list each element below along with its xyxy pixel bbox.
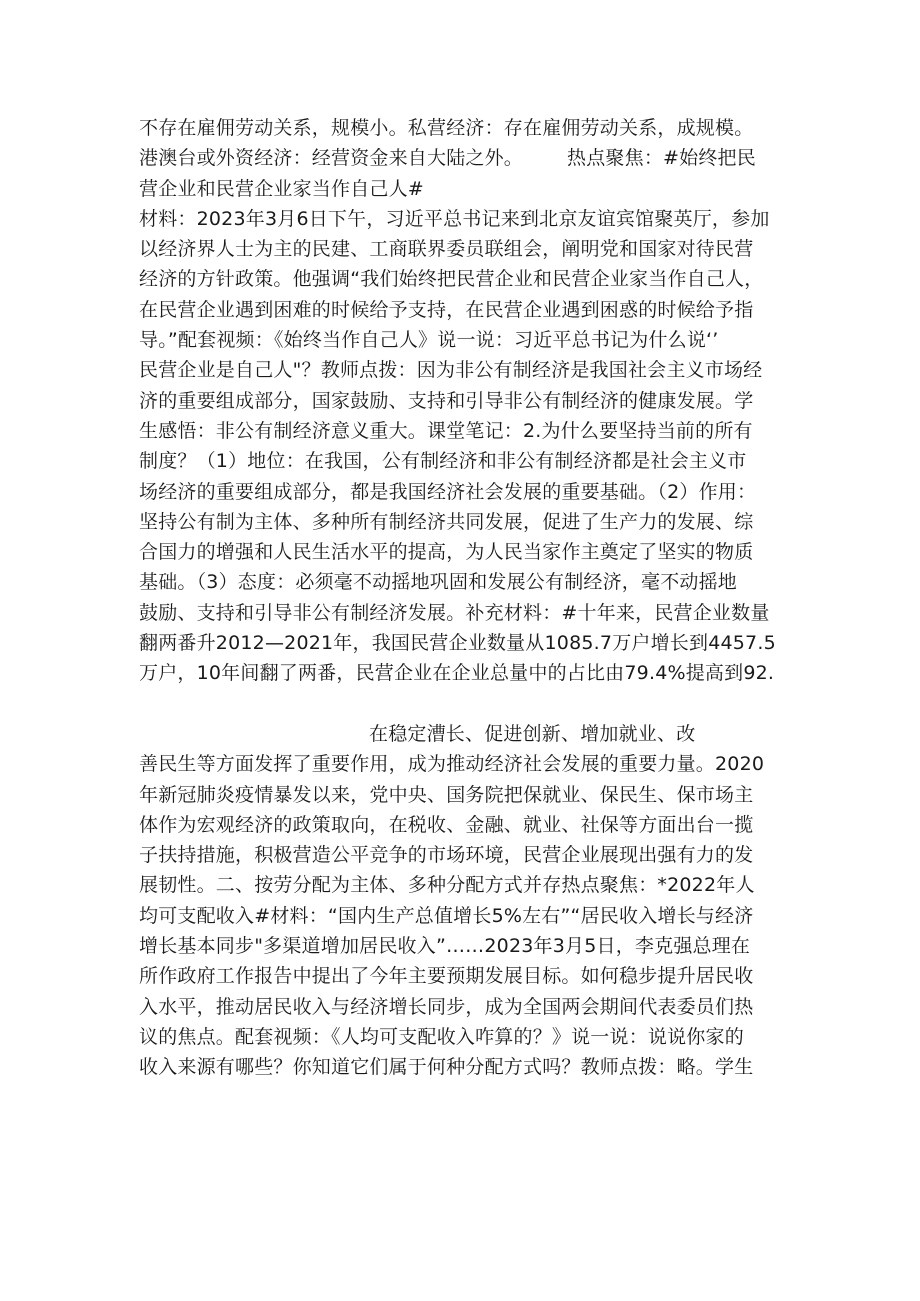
text-line: 制度？（1）地位：在我国，公有制经济和非公有制经济都是社会主义市 — [139, 450, 747, 473]
text-line: 所作政府工作报告中提出了今年主要预期发展目标。如何稳步提升居民收 — [139, 965, 754, 988]
text-line: 展韧性。二、按劳分配为主体、多种分配方式并存热点聚焦：*2022年人 — [139, 874, 755, 897]
text-line: 济的重要组成部分，国家鼓励、支持和引导非公有制经济的健康发展。学 — [139, 389, 754, 412]
text-line: 导。”配套视频：《始终当作自己人》说一说：习近平总书记为什么说‘’ — [139, 329, 719, 352]
text-line: 场经济的重要组成部分，都是我国经济社会发展的重要基础。（2）作用： — [139, 480, 757, 503]
text-line: 坚持公有制为主体、多种所有制经济共同发展，促进了生产力的发展、综 — [139, 510, 754, 533]
text-line: 以经济界人士为主的民建、工商联界委员联组会，阐明党和国家对待民营 — [139, 238, 754, 261]
text-line: 入水平，推动居民收入与经济增长同步，成为全国两会期间代表委员们热 — [139, 995, 754, 1018]
text-line: 年新冠肺炎疫情暴发以来，党中央、国务院把保就业、保民生、保市场主 — [139, 783, 754, 806]
text-line: 议的焦点。配套视频：《人均可支配收入咋算的？》说一说：说说你家的 — [139, 1025, 744, 1048]
text-line: 生感悟：非公有制经济意义重大。课堂笔记：2.为什么要坚持当前的所有 — [139, 419, 753, 442]
text-line: 民营企业是自己人"？教师点拨：因为非公有制经济是我国社会主义市场经 — [139, 359, 763, 382]
text-line: 善民生等方面发挥了重要作用，成为推动经济社会发展的重要力量。2020 — [139, 753, 765, 776]
blank-line — [139, 689, 784, 719]
text-segment: 港澳台或外资经济：经营资金来自大陆之外。 — [139, 147, 524, 170]
text-line: 收入来源有哪些？你知道它们属于何种分配方式吗？教师点拨：略。学生 — [139, 1056, 754, 1079]
text-line-with-heading — [139, 143, 784, 173]
document-body — [139, 113, 784, 1083]
text-line: 体作为宏观经济的政策取向，在税收、金融、就业、社保等方面出台一揽 — [139, 813, 754, 836]
text-line-indented: 在稳定漕长、促进创新、增加就业、改 — [369, 722, 696, 745]
text-line: 子扶持措施，积极营造公平竞争的市场环境，民营企业展现出强有力的发 — [139, 844, 754, 867]
text-line: 基础。（3）态度：必须毫不动摇地巩固和发展公有制经济，毫不动摇地 — [139, 571, 737, 594]
text-line: 鼓励、支持和引导非公有制经济发展。补充材料：#十年来，民营企业数量 — [139, 601, 770, 624]
text-line: 材料：2023年3月6日下午，习近平总书记来到北京友谊宾馆聚英厅，参加 — [139, 207, 770, 230]
text-line: 翻两番升2012—2021年，我国民营企业数量从1085.7万户增长到4457.5 — [139, 632, 776, 655]
text-line: 万户，10年间翻了两番，民营企业在企业总量中的占比由79.4%提高到92. — [139, 662, 775, 685]
text-line: 合国力的增强和人民生活水平的提高，为人民当家作主奠定了坚实的物质 — [139, 541, 754, 564]
text-line: 营企业和民营企业家当作自己人# — [139, 177, 424, 200]
hot-topic-heading: 热点聚焦：#始终把民 — [567, 147, 756, 170]
text-line: 增长基本同步"多渠道增加居民收入”……2023年3月5日，李克强总理在 — [139, 935, 751, 958]
text-line: 均可支配收入#材料：“国内生产总值增长5%左右”“居民收入增长与经济 — [139, 904, 754, 927]
text-line: 在民营企业遇到困难的时候给予支持，在民营企业遇到困惑的时候给予指 — [139, 298, 754, 321]
text-line: 不存在雇佣劳动关系，规模小。私营经济：存在雇佣劳动关系，成规模。 — [139, 117, 754, 139]
text-line: 经济的方针政策。他强调“我们始终把民营企业和民营企业家当作自己人， — [139, 268, 764, 291]
